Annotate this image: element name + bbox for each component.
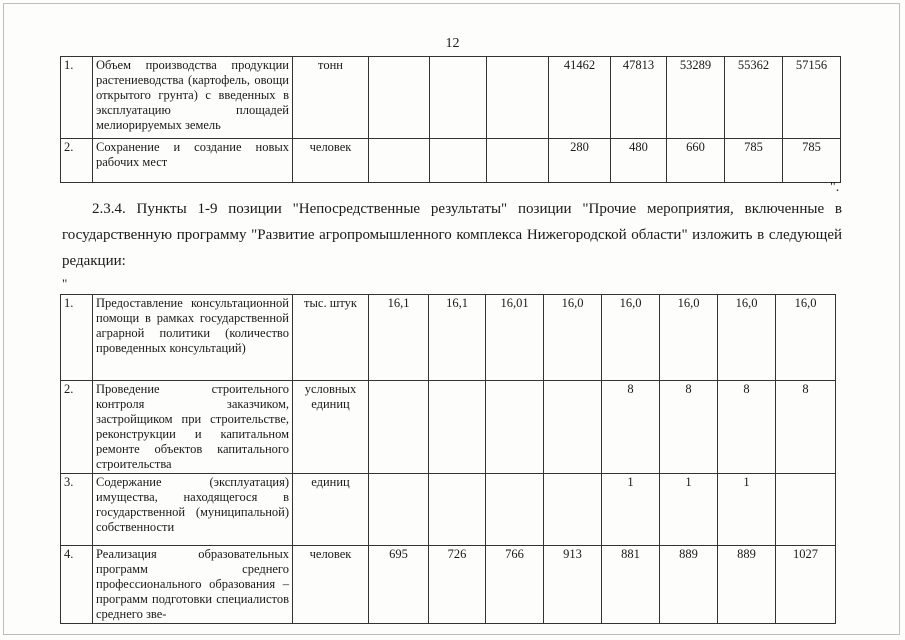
value-cell: [369, 139, 430, 183]
row-description: Объем производства продукции растениеводства (картофель, овощи открытого грунта) с введенных в эксплуатацию площадей мелиорируемых земель: [93, 57, 293, 139]
value-cell: [430, 57, 487, 139]
row-unit: человек: [293, 139, 369, 183]
value-cell: 41462: [549, 57, 611, 139]
closing-quote: ".: [830, 180, 840, 195]
value-cell: 280: [549, 139, 611, 183]
row-unit: тыс. штук: [293, 295, 369, 381]
value-cell: 1: [660, 474, 718, 546]
opening-quote: ": [62, 276, 68, 291]
table-row: [61, 381, 836, 474]
value-cell: 55362: [725, 57, 783, 139]
value-cell: 660: [667, 139, 725, 183]
value-cell: [776, 474, 836, 546]
row-number: 4.: [61, 546, 93, 624]
value-cell: [544, 474, 602, 546]
table-row: [61, 474, 836, 546]
value-cell: 1: [602, 474, 660, 546]
value-cell: 881: [602, 546, 660, 624]
value-cell: 889: [718, 546, 776, 624]
row-unit: условных единиц: [293, 381, 369, 474]
value-cell: 480: [611, 139, 667, 183]
value-cell: [486, 381, 544, 474]
value-cell: 8: [776, 381, 836, 474]
row-description: Сохранение и создание новых рабочих мест: [93, 139, 293, 183]
value-cell: 47813: [611, 57, 667, 139]
value-cell: [429, 474, 486, 546]
value-cell: 785: [725, 139, 783, 183]
value-cell: [487, 57, 549, 139]
value-cell: [486, 474, 544, 546]
value-cell: 16,0: [602, 295, 660, 381]
value-cell: [429, 381, 486, 474]
value-cell: 8: [660, 381, 718, 474]
value-cell: 766: [486, 546, 544, 624]
value-cell: 1: [718, 474, 776, 546]
value-cell: 785: [783, 139, 841, 183]
value-cell: 1027: [776, 546, 836, 624]
table-row: [61, 139, 841, 183]
row-description: Проведение строительного контроля заказчиком, застройщиком при строительстве, реконструкции и капитальном ремонте объектов капитального строительства: [93, 381, 293, 474]
value-cell: 16,0: [718, 295, 776, 381]
value-cell: 913: [544, 546, 602, 624]
row-description: Содержание (эксплуатация) имущества, находящегося в государственной (муниципальной) собственности: [93, 474, 293, 546]
value-cell: [430, 139, 487, 183]
row-unit: тонн: [293, 57, 369, 139]
page-number: 12: [445, 36, 460, 51]
value-cell: 8: [718, 381, 776, 474]
row-unit: единиц: [293, 474, 369, 546]
value-cell: 16,0: [660, 295, 718, 381]
results-table-top: [60, 56, 841, 183]
value-cell: 16,01: [486, 295, 544, 381]
table-row: [61, 295, 836, 381]
value-cell: 695: [369, 546, 429, 624]
row-unit: человек: [293, 546, 369, 624]
value-cell: [369, 474, 429, 546]
results-table-bottom: [60, 294, 836, 624]
value-cell: [369, 57, 430, 139]
row-number: 2.: [61, 381, 93, 474]
row-number: 1.: [61, 57, 93, 139]
row-number: 3.: [61, 474, 93, 546]
value-cell: 16,0: [544, 295, 602, 381]
amendment-paragraph: 2.3.4. Пункты 1-9 позиции "Непосредственные результаты" позиции "Прочие мероприятия, включенные в государственную программу "Развитие агропромышленного комплекса Нижегородской области" изложить в следующей редакции:: [62, 201, 842, 269]
row-number: 1.: [61, 295, 93, 381]
row-description: Реализация образовательных программ среднего профессионального образования – программ подготовки специалистов среднего зве-: [93, 546, 293, 624]
table-row: [61, 57, 841, 139]
value-cell: 16,0: [776, 295, 836, 381]
value-cell: 726: [429, 546, 486, 624]
value-cell: 889: [660, 546, 718, 624]
value-cell: [544, 381, 602, 474]
value-cell: 8: [602, 381, 660, 474]
row-number: 2.: [61, 139, 93, 183]
table-row: [61, 546, 836, 624]
value-cell: [487, 139, 549, 183]
value-cell: 16,1: [429, 295, 486, 381]
value-cell: 16,1: [369, 295, 429, 381]
value-cell: [369, 381, 429, 474]
value-cell: 57156: [783, 57, 841, 139]
row-description: Предоставление консультационной помощи в рамках государственной аграрной политики (количество проведенных консультаций): [93, 295, 293, 381]
value-cell: 53289: [667, 57, 725, 139]
